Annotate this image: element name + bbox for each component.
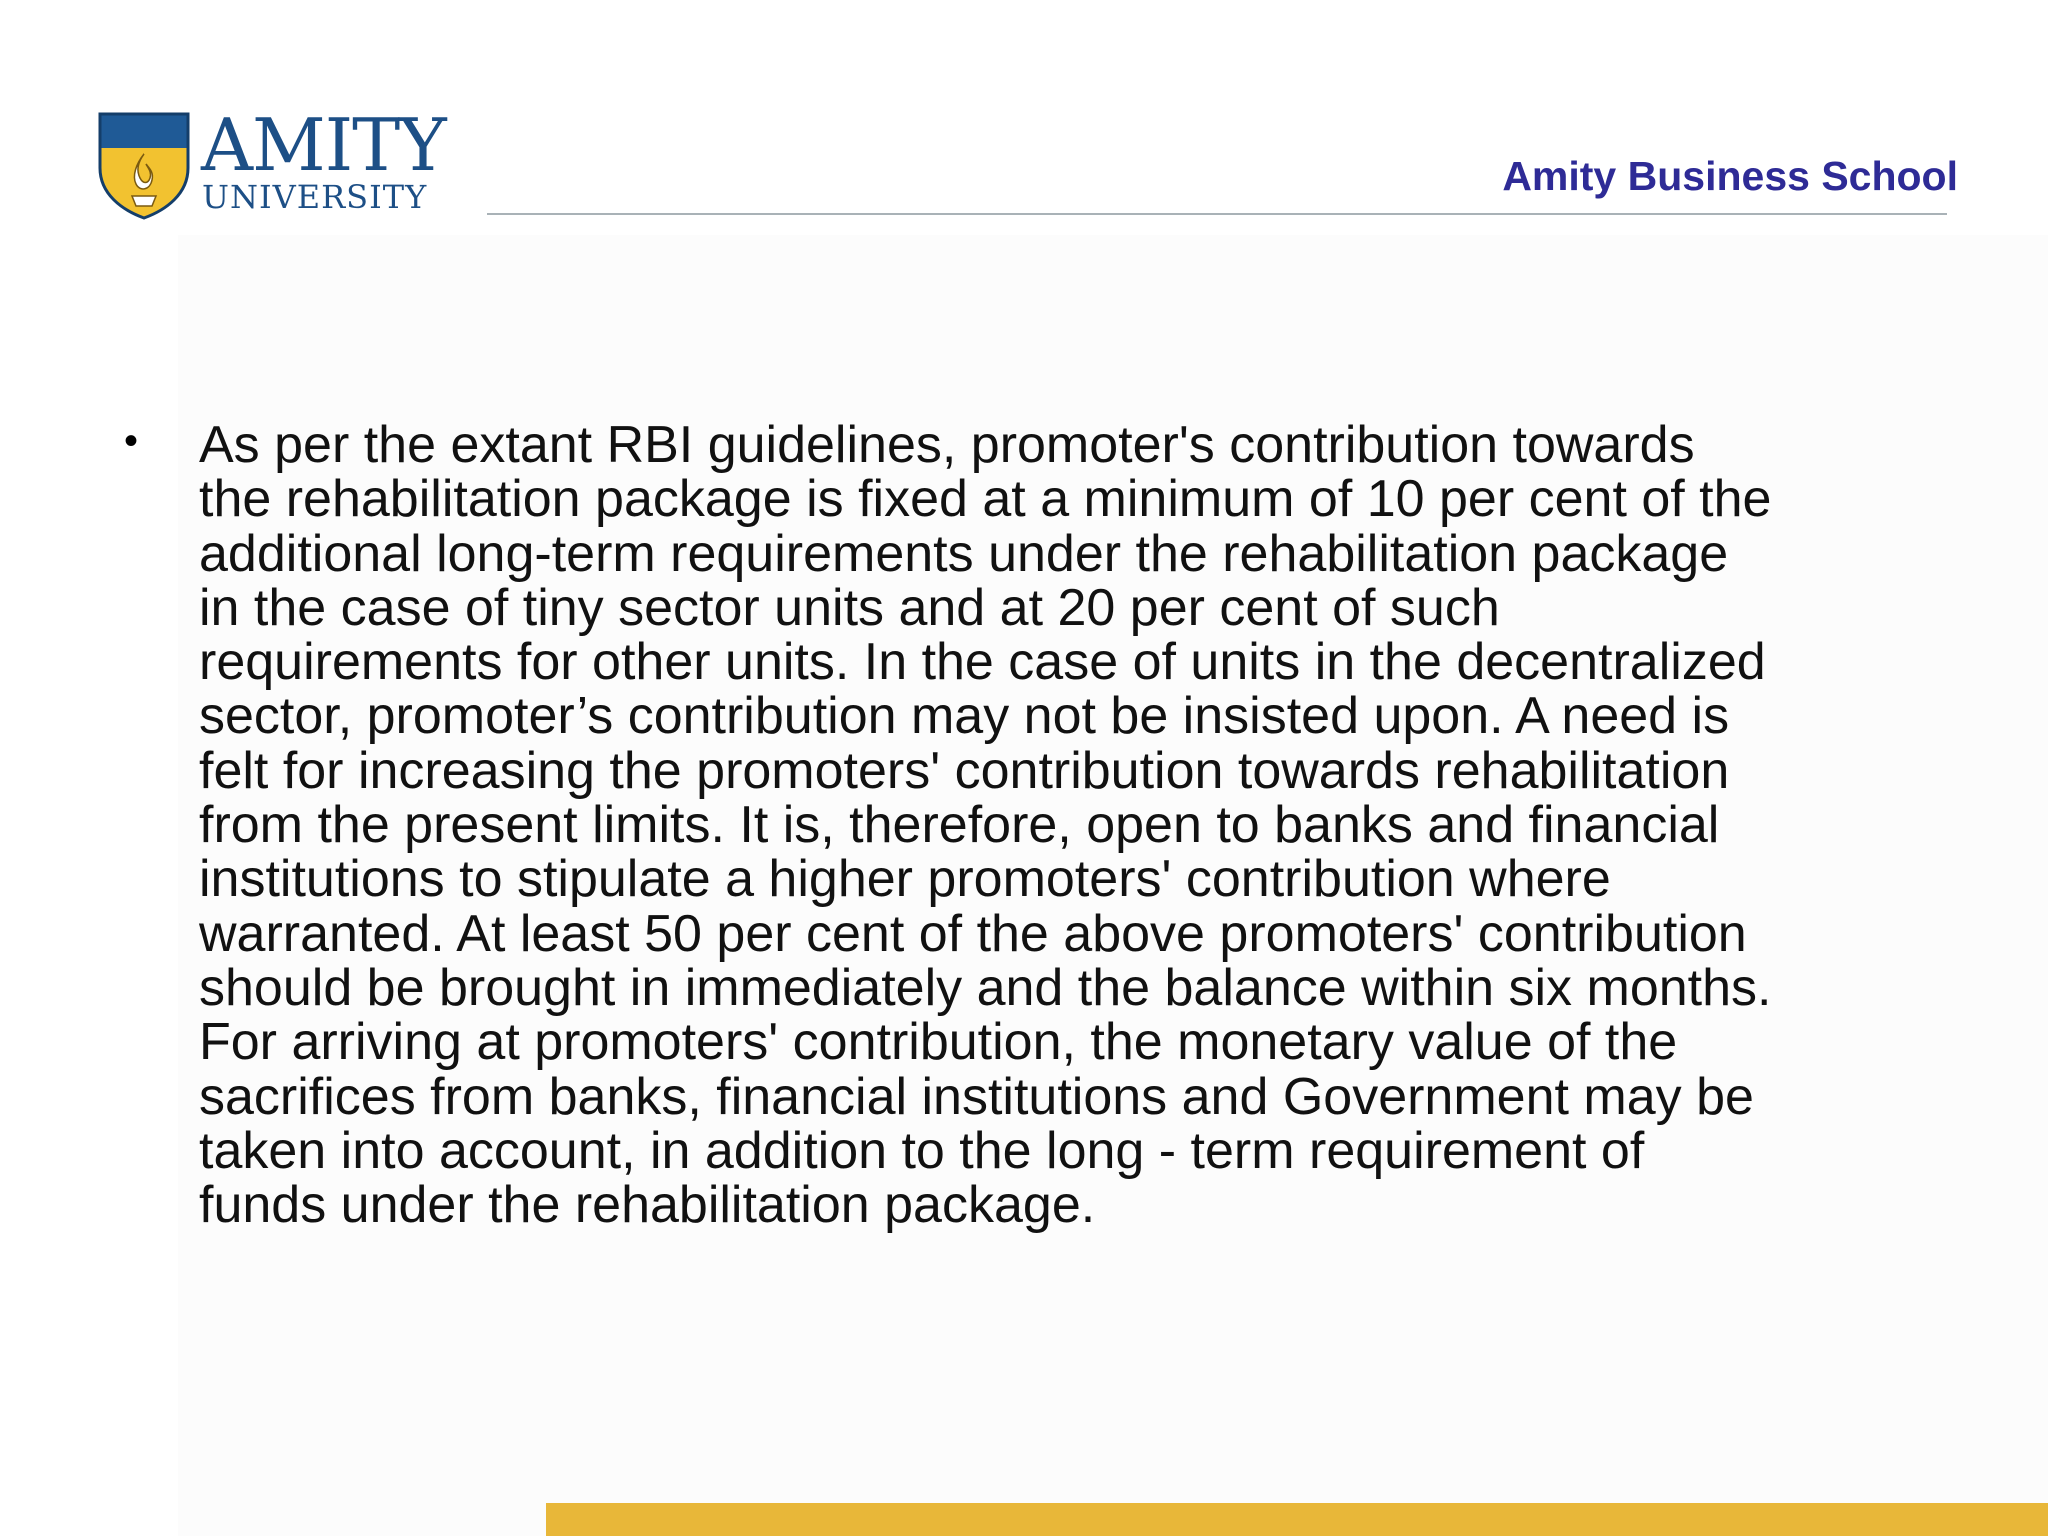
body-paragraph: As per the extant RBI guidelines, promoter's contribution towards the rehabilitation package is fixed at a minimum of 10 per cent of the additional long-term requirements under the rehabilitation package in the case of tiny sector units and at 20 per cent of such requirements for other units. In the case of units in the decentralized sector, promoter’s contribution may not be insisted upon. A need is felt for increasing the promoters' contribution towards rehabilitation from the present limits. It is, therefore, open to banks and financial institutions to stipulate a higher promoters' contribution where warranted. At least 50 per cent of the above promoters' contribution should be brought in immediately and the balance within six months. For arriving at promoters' contribution, the monetary value of the sacrifices from banks, financial institutions and Government may be taken into account, in addition to the long - term requirement of funds under the rehabilitation package. [199, 416, 1772, 1235]
logo-wordmark: AMITY [201, 103, 446, 187]
school-name: Amity Business School [1502, 153, 1958, 199]
footer-accent-bar [546, 1503, 2048, 1536]
logo-subtitle: UNIVERSITY [202, 178, 428, 216]
bullet-marker: • [124, 419, 139, 463]
header-divider [487, 213, 1947, 215]
amity-university-logo [96, 105, 446, 221]
university-shield-icon [96, 110, 192, 220]
